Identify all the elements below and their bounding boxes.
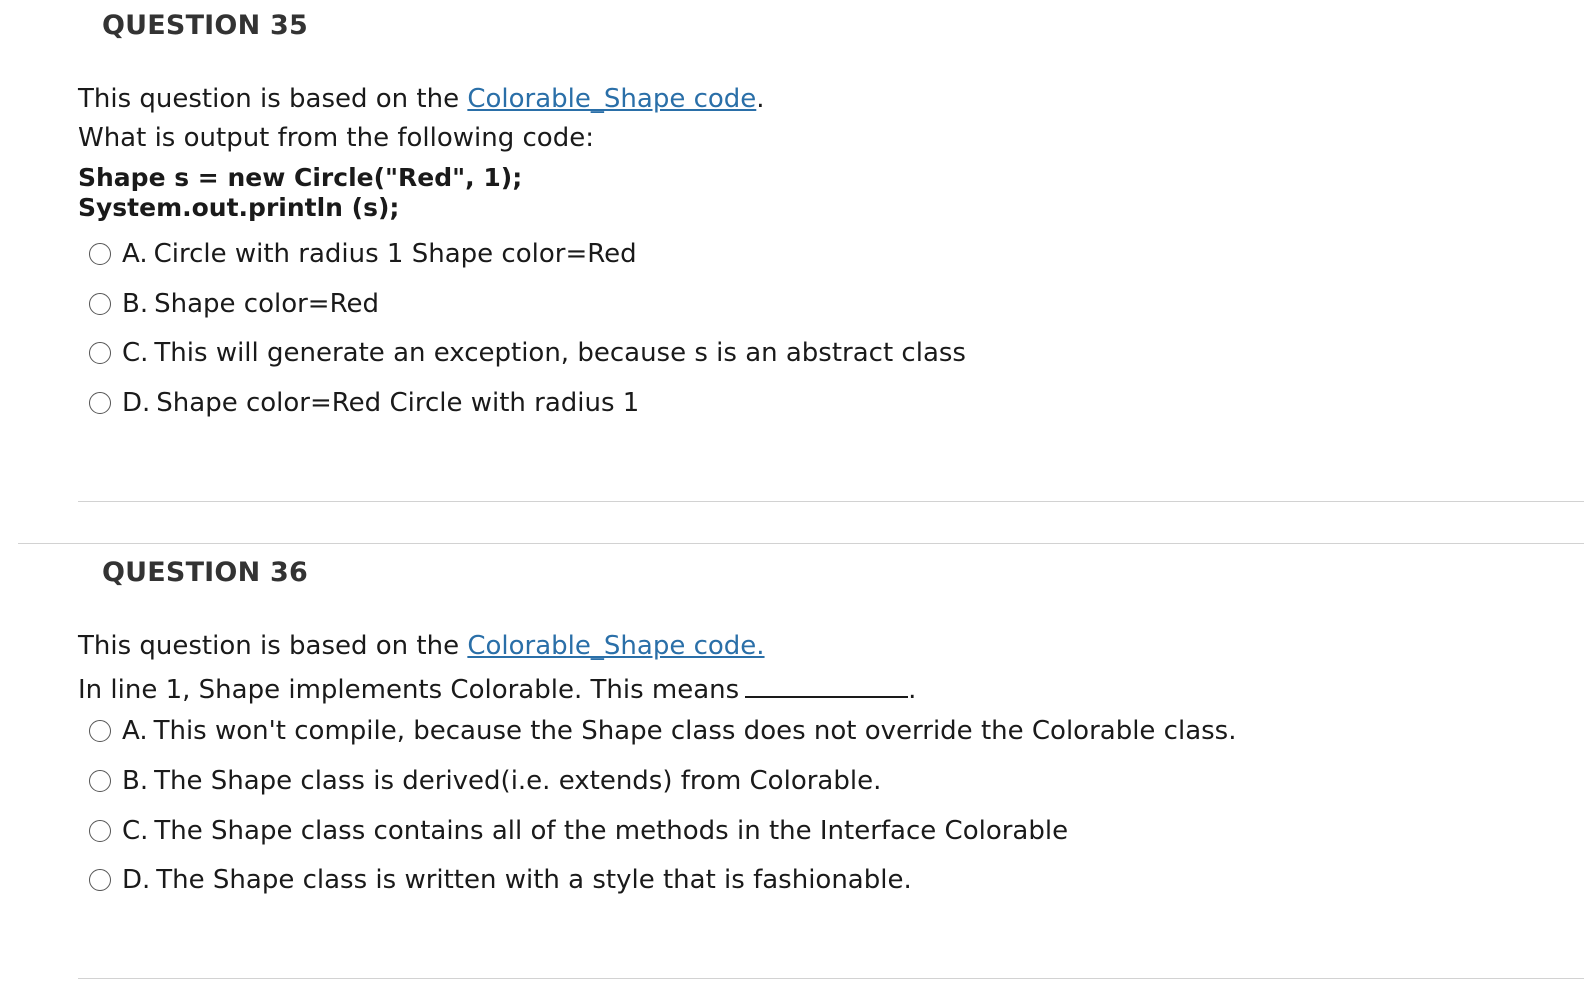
option-text: This will generate an exception, because s is an abstract class	[154, 338, 966, 368]
radio-button[interactable]	[89, 293, 111, 315]
option-c[interactable]	[89, 337, 966, 369]
option-letter: C.	[122, 816, 149, 846]
fill-in-blank	[745, 670, 908, 698]
question-prompt: What is output from the following code:	[78, 123, 594, 153]
option-text: Circle with radius 1 Shape color=Red	[153, 239, 637, 269]
option-d[interactable]	[89, 864, 912, 896]
prompt-end: .	[908, 675, 917, 705]
option-text: This won't compile, because the Shape class does not override the Colorable class.	[153, 716, 1237, 746]
option-c[interactable]	[89, 815, 1068, 847]
option-text: Shape color=Red Circle with radius 1	[156, 388, 640, 418]
question-divider	[78, 501, 1584, 502]
radio-button[interactable]	[89, 392, 111, 414]
option-letter: D.	[122, 865, 151, 895]
option-letter: A.	[122, 239, 148, 269]
option-letter: A.	[122, 716, 148, 746]
colorable-shape-code-link[interactable]: Colorable_Shape code	[467, 84, 757, 114]
question-divider	[78, 978, 1584, 979]
option-letter: C.	[122, 338, 149, 368]
prompt-text: In line 1, Shape implements Colorable. This means	[78, 675, 740, 705]
radio-button[interactable]	[89, 720, 111, 742]
option-d[interactable]	[89, 387, 639, 419]
intro-end: .	[756, 84, 765, 114]
question-title: QUESTION 35	[102, 10, 308, 41]
radio-button[interactable]	[89, 869, 111, 891]
question-intro	[78, 83, 765, 115]
option-a[interactable]	[89, 715, 1237, 747]
question-prompt	[78, 670, 916, 706]
section-divider	[18, 543, 1584, 544]
question-title: QUESTION 36	[102, 557, 308, 588]
option-a[interactable]	[89, 238, 637, 270]
intro-text: This question is based on the	[78, 631, 468, 661]
option-text: The Shape class is written with a style that is fashionable.	[156, 865, 912, 895]
option-letter: D.	[122, 388, 151, 418]
option-b[interactable]	[89, 288, 379, 320]
radio-button[interactable]	[89, 770, 111, 792]
option-letter: B.	[122, 289, 149, 319]
option-text: The Shape class contains all of the methods in the Interface Colorable	[154, 816, 1069, 846]
option-letter: B.	[122, 766, 149, 796]
question-intro	[78, 630, 765, 662]
radio-button[interactable]	[89, 342, 111, 364]
radio-button[interactable]	[89, 820, 111, 842]
code-line-2: System.out.println (s);	[78, 193, 400, 222]
colorable-shape-code-link[interactable]: Colorable_Shape code.	[467, 631, 765, 661]
code-line-1: Shape s = new Circle("Red", 1);	[78, 163, 523, 192]
option-text: The Shape class is derived(i.e. extends) from Colorable.	[154, 766, 882, 796]
option-b[interactable]	[89, 765, 881, 797]
intro-text: This question is based on the	[78, 84, 468, 114]
option-text: Shape color=Red	[154, 289, 379, 319]
radio-button[interactable]	[89, 243, 111, 265]
